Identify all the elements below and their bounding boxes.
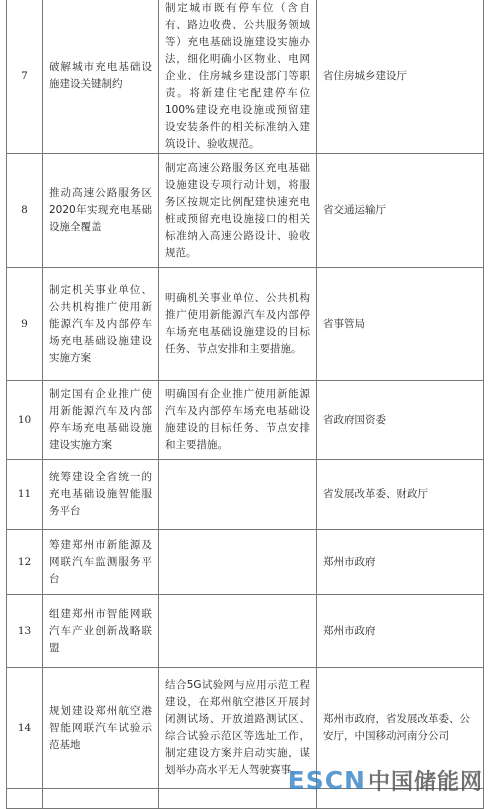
table-row <box>7 460 484 530</box>
table-row <box>7 0 484 154</box>
row-number <box>7 789 43 809</box>
department-cell: 省事管局 <box>317 268 484 381</box>
task-cell: 制定国有企业推广使用新能源汽车及内部停车场充电基础设施建设实施方案 <box>43 381 159 460</box>
measure-cell: 结合5G试验网与应用示范工程建设，在郑州航空港区开展封闭测试场、开放道路测试区、综合试验示范区等选址工作，制定建设方案并启动实施，谋划举办高水平无人驾驶赛事。 <box>159 668 317 789</box>
row-number: 7 <box>7 0 43 154</box>
measure-cell <box>159 789 317 809</box>
table-row <box>7 789 484 809</box>
row-number: 10 <box>7 381 43 460</box>
table-row <box>7 381 484 460</box>
watermark-latin-text: ESCN <box>287 766 366 795</box>
watermark-cjk-text: 中国储能网 <box>367 770 483 795</box>
department-cell: 郑州市政府 <box>317 530 484 595</box>
table-row <box>7 154 484 268</box>
department-cell: 省住房城乡建设厅 <box>317 0 484 154</box>
measure-cell <box>159 595 317 668</box>
row-number: 8 <box>7 154 43 268</box>
task-cell: 推动高速公路服务区2020年实现充电基础设施全覆盖 <box>43 154 159 268</box>
task-cell <box>43 789 159 809</box>
table-row <box>7 595 484 668</box>
department-cell: 省发展改革委、财政厅 <box>317 460 484 530</box>
measure-cell: 制定城市既有停车位（含自有、路边收费、公共服务领域等）充电基础设施建设实施办法，细化明确小区物业、电网企业、住房城乡建设部门等职责。将新建住宅配建停车位100%建设充电设施或预留建设安装条件的相关标准纳入建筑设计、验收规范。 <box>159 0 317 154</box>
row-number: 14 <box>7 668 43 789</box>
table-row <box>7 530 484 595</box>
task-table <box>6 0 484 809</box>
table-row <box>7 268 484 381</box>
row-number: 13 <box>7 595 43 668</box>
task-cell: 筹建郑州市新能源及网联汽车监测服务平台 <box>43 530 159 595</box>
task-cell: 组建郑州市智能网联汽车产业创新战略联盟 <box>43 595 159 668</box>
row-number: 12 <box>7 530 43 595</box>
department-cell: 省交通运输厅 <box>317 154 484 268</box>
department-cell: 郑州市政府，省发展改革委、公安厅，中国移动河南分公司 <box>317 668 484 789</box>
department-cell: 省政府国资委 <box>317 381 484 460</box>
measure-cell: 制定高速公路服务区充电基础设施建设专项行动计划，将服务区按规定比例配建快速充电桩或预留充电设施接口的相关标准纳入高速公路设计、验收规范。 <box>159 154 317 268</box>
row-number: 11 <box>7 460 43 530</box>
department-cell: 郑州市政府 <box>317 595 484 668</box>
task-cell: 制定机关事业单位、公共机构推广使用新能源汽车及内部停车场充电基础设施建设实施方案 <box>43 268 159 381</box>
table-row <box>7 668 484 789</box>
department-cell <box>317 789 484 809</box>
measure-cell <box>159 530 317 595</box>
task-cell: 统筹建设全省统一的充电基础设施智能服务平台 <box>43 460 159 530</box>
task-cell: 规划建设郑州航空港智能网联汽车试验示范基地 <box>43 668 159 789</box>
measure-cell <box>159 460 317 530</box>
measure-cell: 明确国有企业推广使用新能源汽车及内部停车场充电基础设施建设的目标任务、节点安排和主要措施。 <box>159 381 317 460</box>
measure-cell: 明确机关事业单位、公共机构推广使用新能源汽车及内部停车场充电基础设施建设的目标任务、节点安排和主要措施。 <box>159 268 317 381</box>
task-cell: 破解城市充电基础设施建设关键制约 <box>43 0 159 154</box>
row-number: 9 <box>7 268 43 381</box>
